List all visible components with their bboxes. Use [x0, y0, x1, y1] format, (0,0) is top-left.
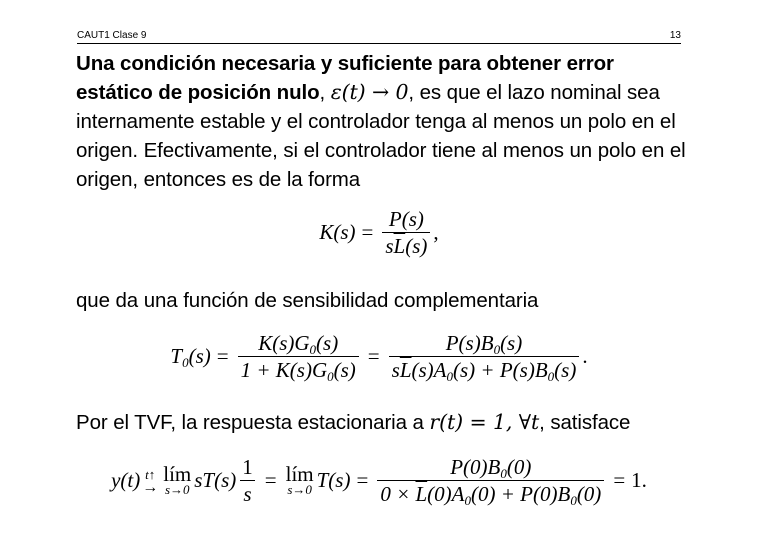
limit: lím s→0 — [285, 461, 314, 497]
header-rule — [77, 43, 681, 44]
inline-math-error: ε(t) → 0 — [330, 80, 409, 104]
paragraph-steady-state: Por el TVF, la respuesta estacionaria a r(t) = 1, ∀t, satisface — [76, 410, 631, 434]
equation-controller: K(s) = $\frac{P(s)}{s\overline{L}(s)}$ , — [319, 207, 439, 258]
inline-math-reference: r(t) = 1, ∀t — [429, 410, 540, 434]
fraction: $\frac{P(0)B_0(0)}{0 \times \overline{L}(0)A_0(0) + P(0)B_0(0)}$ — [377, 455, 604, 506]
limit: lím s→0 — [163, 461, 192, 497]
arrow-t-to-infinity: t↑ → — [142, 466, 159, 496]
equation-final-value: y(t) t↑ → lím s→0 sT(s) $\frac{1}{s}$ = lím s→0 T(s) = $\frac{P(0)B_0(0)}{0 \times \overline{L}(0)A_0(0) + P(0)B_0(0)}$ = 1. — [111, 455, 647, 508]
fraction: $\frac{1}{s}$ — [242, 455, 253, 506]
header-course-label: CAUT1 Clase 9 — [77, 30, 147, 41]
fraction: $\frac{P(s)}{s\overline{L}(s)}$ — [382, 207, 430, 258]
header-page-number: 13 — [669, 30, 681, 41]
paragraph-condition-bold: Una condición necesaria y suficiente para obtener error estático de posición nulo — [76, 52, 614, 104]
fraction: $\frac{K(s)G_0(s)}{1 + K(s)G_0(s)}$ — [238, 331, 359, 382]
paragraph-condition-rest: , es que el lazo nominal sea internamente estable y el controlador tenga al menos un polo en el origen. Efectivamente, si el controlador tiene al menos un polo en el origen, entonces es de la forma — [76, 81, 686, 191]
paragraph-sensitivity: que da una función de sensibilidad complementaria — [76, 289, 539, 312]
fraction: $\frac{P(s)B_0(s)}{s\overline{L}(s)A_0(s) + P(s)B_0(s)}$ — [389, 331, 580, 382]
equation-complementary-sensitivity: $T_0(s)$ = $\frac{K(s)G_0(s)}{1 + K(s)G_0(s)}$ = $\frac{P(s)B_0(s)}{s\overline{L}(s)A_0(s) + P(s)B_0(s)}$ . — [170, 331, 588, 384]
paragraph-condition: Una condición necesaria y suficiente para obtener error estático de posición nulo, ε(t) → 0, es que el lazo nominal sea internamente estable y el controlador tenga al menos un polo en el origen. Efectivamente, si el controlador tiene al menos un polo en el origen, entonces es de la forma — [76, 52, 686, 191]
